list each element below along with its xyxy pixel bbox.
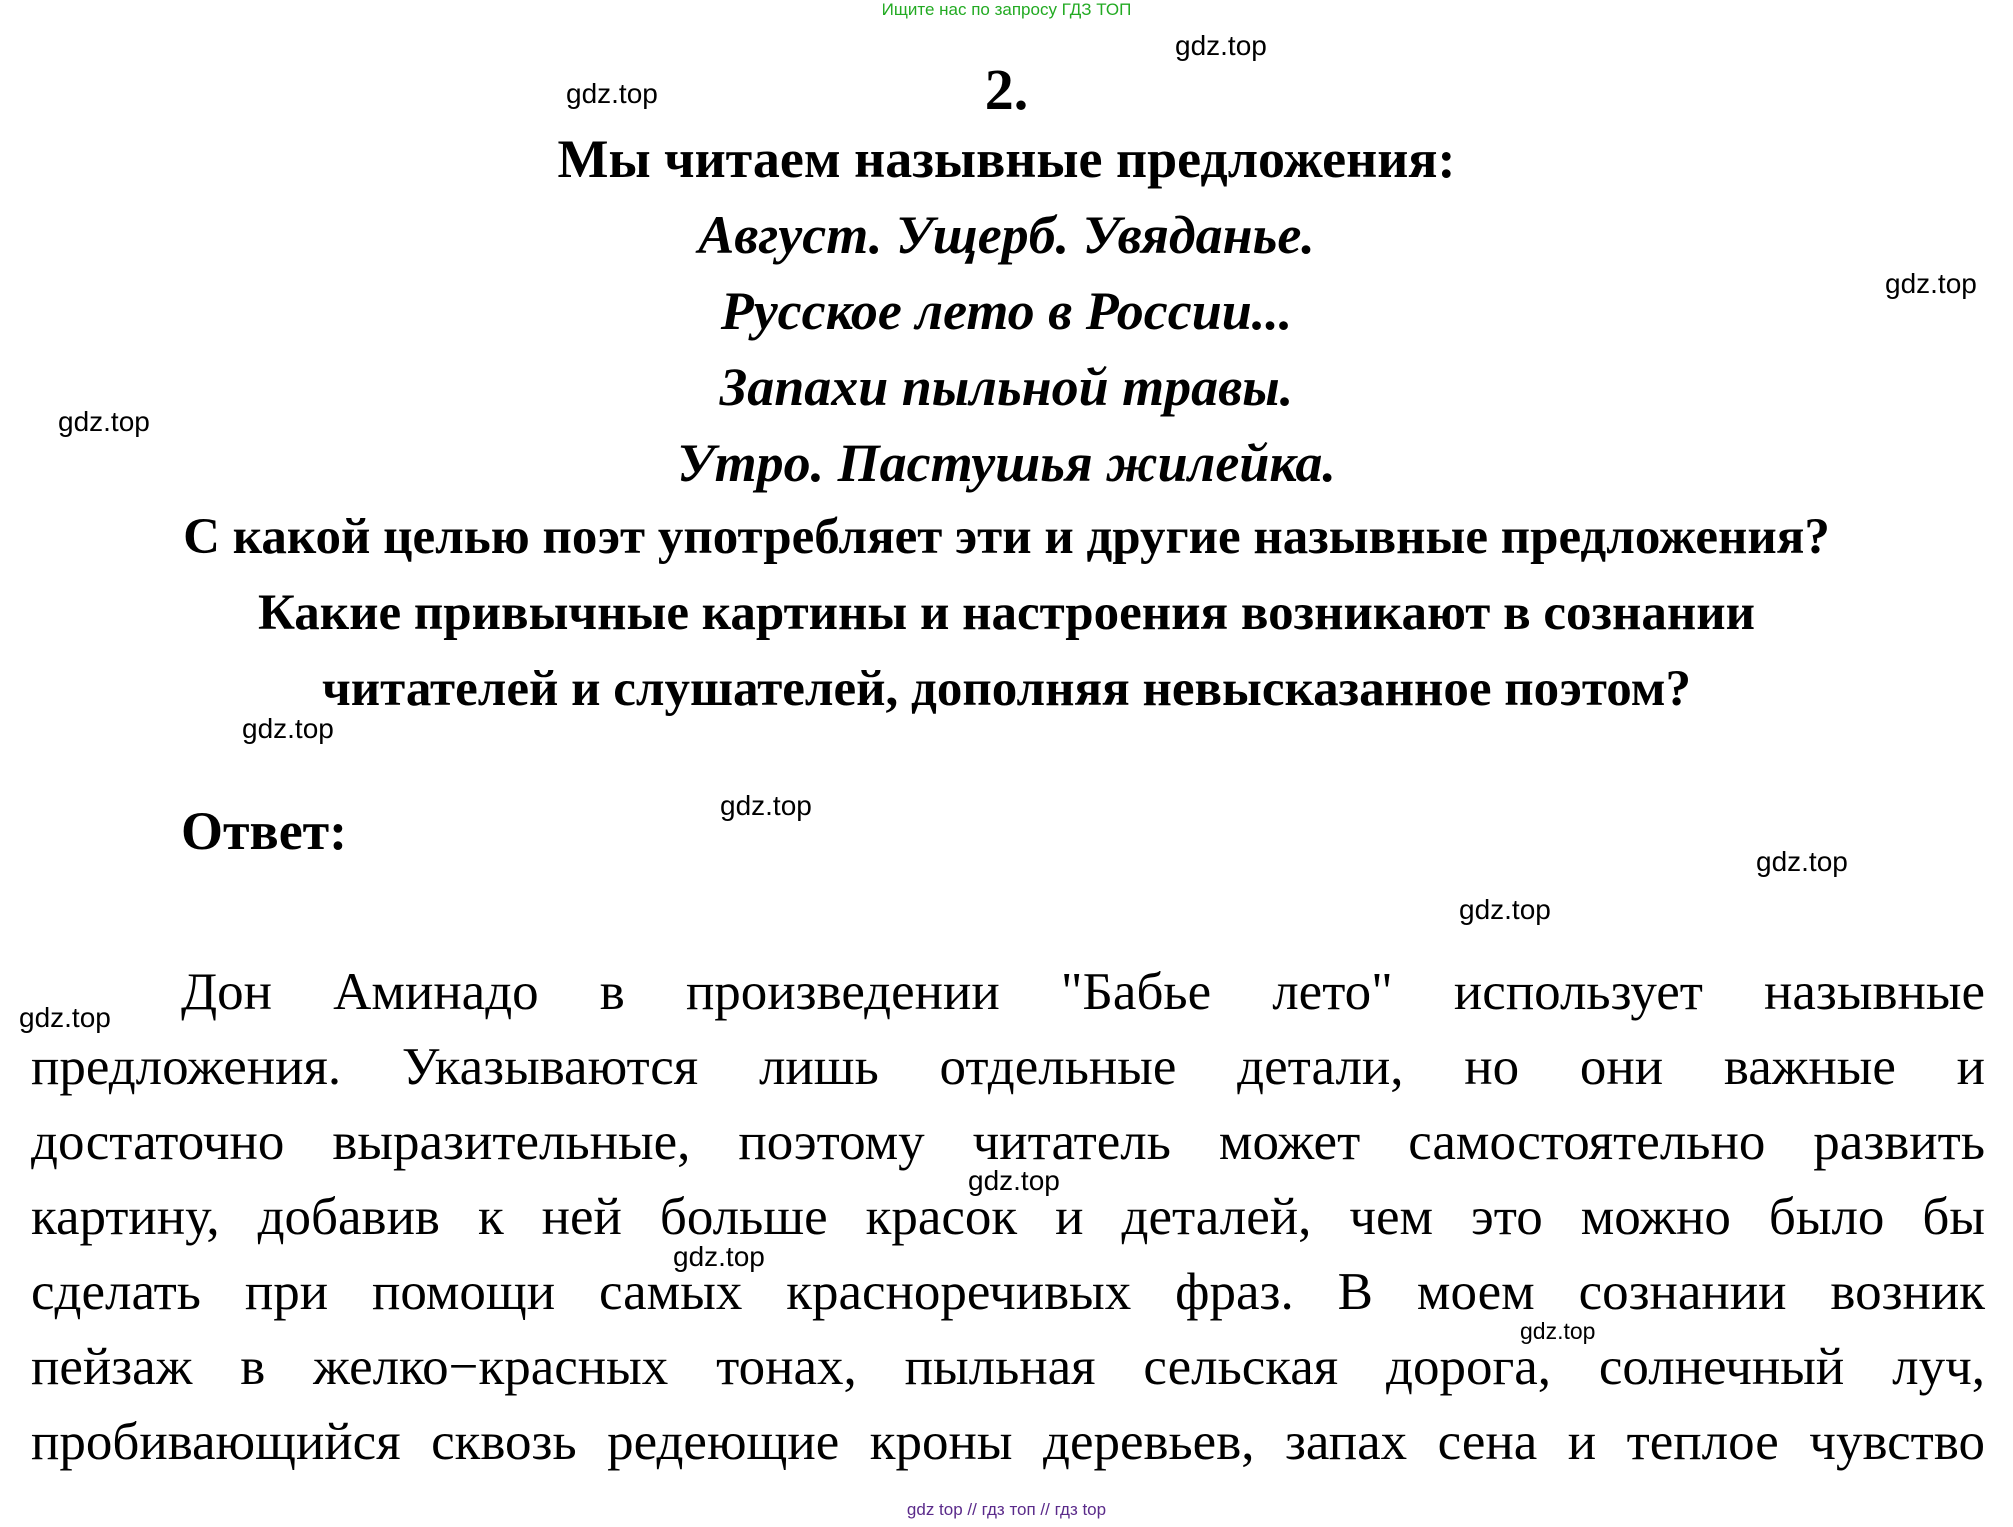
- watermark: gdz.top: [1520, 1318, 1596, 1344]
- answer-line: Дон Аминадо в произведении "Бабье лето" использует назывные: [181, 963, 1985, 1021]
- answer-label: Ответ:: [181, 801, 348, 861]
- question-line: Какие привычные картины и настроения возникают в сознании: [257, 585, 1756, 641]
- watermark: gdz.top: [1175, 30, 1267, 61]
- watermark: gdz.top: [720, 790, 812, 821]
- poem-line: Запахи пыльной травы.: [719, 357, 1294, 417]
- answer-line: сделать при помощи самых красноречивых фраз. В моем сознании возник: [31, 1263, 1985, 1321]
- watermark: gdz.top: [1885, 268, 1977, 299]
- watermark: gdz.top: [19, 1002, 111, 1033]
- task-number: 2.: [984, 57, 1029, 122]
- answer-line: достаточно выразительные, поэтому читатель может самостоятельно развить: [31, 1113, 1985, 1171]
- answer-line: пейзаж в желко−красных тонах, пыльная сельская дорога, солнечный луч,: [31, 1338, 1985, 1396]
- bottom-note: gdz top // гдз топ // гдз top: [906, 1500, 1107, 1519]
- watermark: gdz.top: [673, 1241, 765, 1272]
- poem-line: Август. Ущерб. Увяданье.: [698, 205, 1315, 265]
- top-search-note: Ищите нас по запросу ГДЗ ТОП: [881, 0, 1132, 19]
- watermark: gdz.top: [242, 713, 334, 744]
- question-line: С какой целью поэт употребляет эти и другие назывные предложения?: [183, 509, 1830, 565]
- watermark: gdz.top: [1459, 894, 1551, 925]
- question-line: читателей и слушателей, дополняя невысказанное поэтом?: [322, 661, 1691, 717]
- watermark: gdz.top: [566, 78, 658, 109]
- answer-line: предложения. Указываются лишь отдельные детали, но они важные и: [31, 1038, 1985, 1096]
- watermark: gdz.top: [968, 1165, 1060, 1196]
- watermark: gdz.top: [1756, 846, 1848, 877]
- poem-line: Утро. Пастушья жилейка.: [677, 433, 1336, 493]
- answer-line: пробивающийся сквозь редеющие кроны деревьев, запах сена и теплое чувство: [31, 1413, 1985, 1471]
- watermark: gdz.top: [58, 406, 150, 437]
- answer-line: картину, добавив к ней больше красок и деталей, чем это можно было бы: [31, 1188, 1985, 1246]
- task-heading: Мы читаем назывные предложения:: [557, 129, 1456, 189]
- poem-line: Русское лето в России...: [720, 281, 1293, 341]
